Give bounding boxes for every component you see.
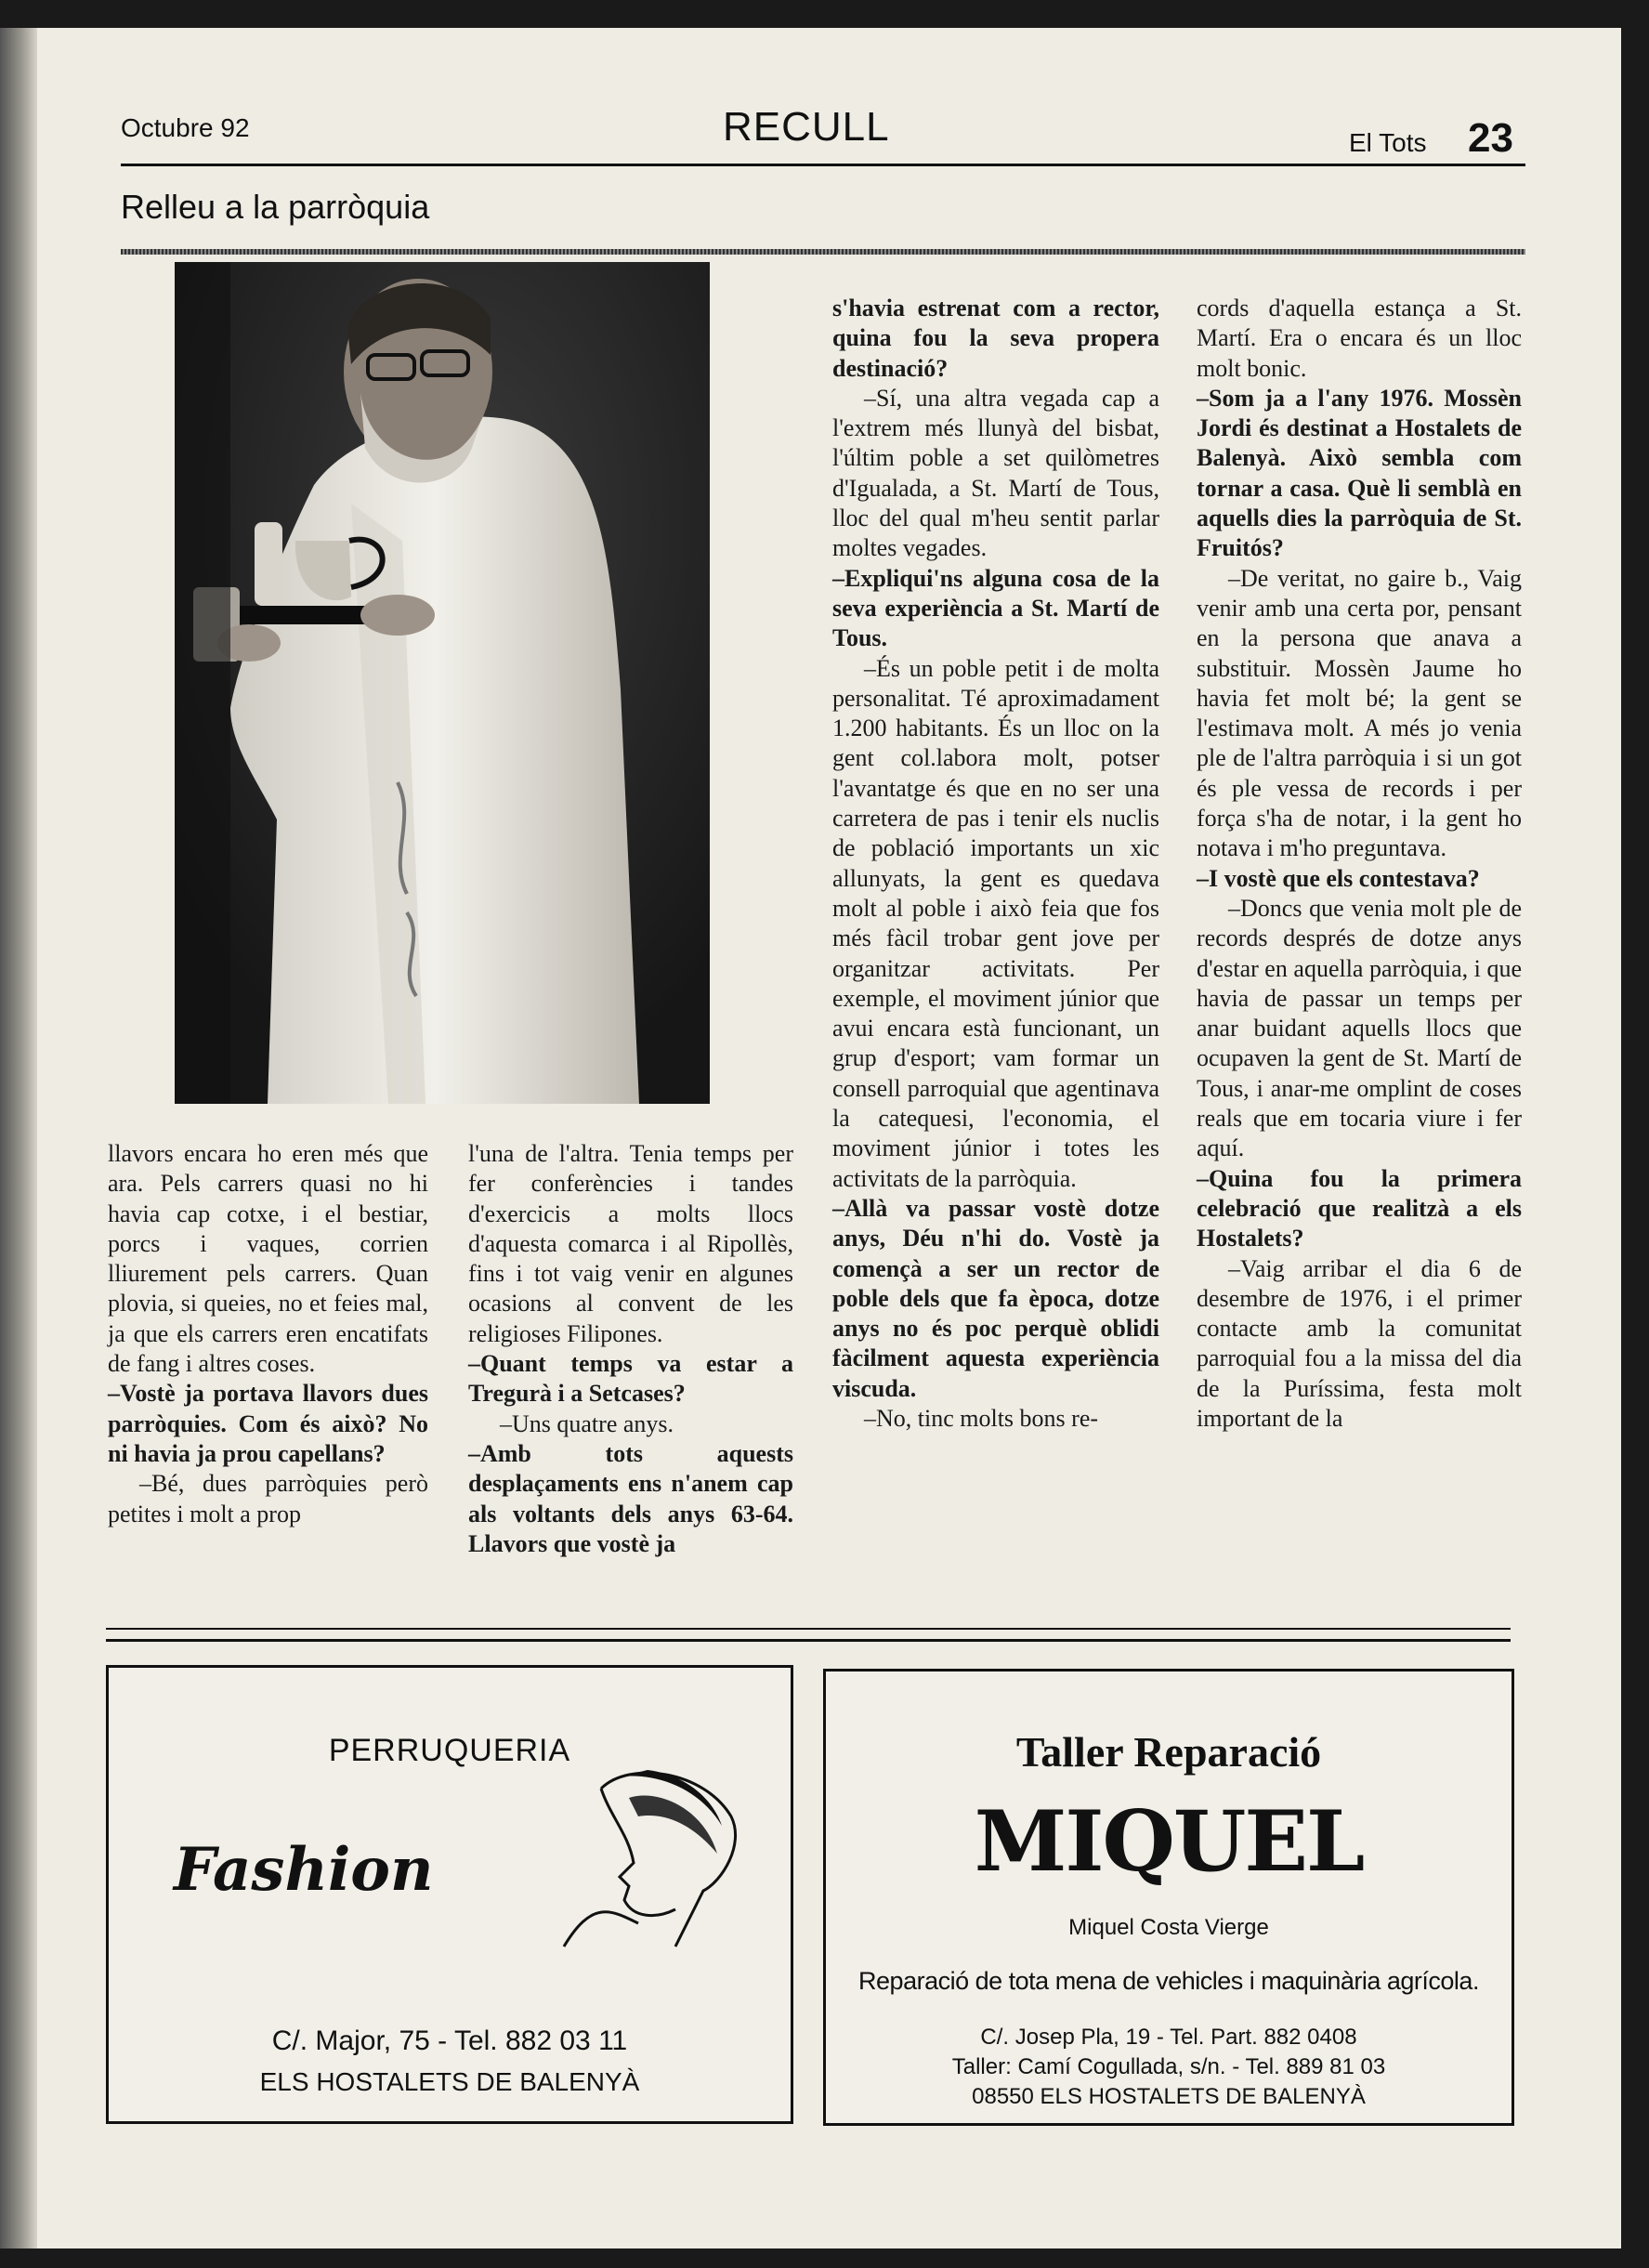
answer: –Sí, una altra vegada cap a l'extrem més llunyà del bisbat, l'últim poble a set quilòmetres d'Igualada, a St. Martí de Tous, lloc del qual m'heu sentit parlar moltes vegades. bbox=[832, 384, 1159, 562]
ad-owner: Miquel Costa Vierge bbox=[1068, 1915, 1269, 1940]
section-title: RECULL bbox=[723, 104, 890, 150]
text-column-1 bbox=[108, 1139, 428, 1529]
ad-perruqueria-fashion bbox=[106, 1665, 793, 2124]
ad-brand: Fashion bbox=[174, 1835, 434, 1905]
header-rule bbox=[121, 164, 1525, 166]
priest-photo bbox=[175, 262, 710, 1104]
paragraph: llavors encara ho eren més que ara. Pels carrers quasi no hi havia cap cotxe, i el bestiar, porcs i vaques, corrien lliurement pels carrers. Quan plovia, si queies, no et feies mal, ja que els carrers eren encatifats de fang i altres coses. bbox=[108, 1140, 428, 1378]
paragraph: l'una de l'altra. Tenia temps per fer conferències i tandes d'exercicis a molts llocs d'aquesta comarca i al Ripollès, fins i tot vaig venir en algunes ocasions al convent de les religioses Filipones. bbox=[468, 1140, 793, 1347]
paragraph: cords d'aquella estança a St. Martí. Era o encara és un lloc molt bonic. bbox=[1197, 295, 1522, 382]
answer: –No, tinc molts bons re- bbox=[864, 1404, 1099, 1432]
question: –Quina fou la primera celebració que realitzà a els Hostalets? bbox=[1197, 1164, 1522, 1252]
ad-heading: Taller Reparació bbox=[1015, 1728, 1322, 1776]
question: –Expliqui'ns alguna cosa de la seva experiència a St. Martí de Tous. bbox=[832, 564, 1159, 652]
text-column-4 bbox=[1197, 294, 1522, 1434]
question: –Vostè ja portava llavors dues parròquies. Com és això? No ni havia ja prou capellans? bbox=[108, 1380, 428, 1467]
ad-town: ELS HOSTALETS DE BALENYÀ bbox=[259, 2067, 640, 2096]
ad-address: C/. Major, 75 - Tel. 882 03 11 bbox=[271, 2025, 628, 2056]
ad-town: 08550 ELS HOSTALETS DE BALENYÀ bbox=[972, 2084, 1366, 2109]
ads-separator-bottom bbox=[106, 1639, 1511, 1642]
text-column-2 bbox=[468, 1139, 793, 1559]
answer: –Doncs que venia molt ple de records després de dotze anys d'estar en aquella parròquia, i que havia de passar un temps per anar buidant aquells llocs que ocupaven la gent de St. Martí de Tous, i anar-me omplint de coses reals que em tocaria viure i fer aquí. bbox=[1197, 894, 1522, 1162]
woman-silhouette-icon bbox=[545, 1761, 759, 1965]
title-rule bbox=[121, 249, 1525, 255]
answer: –De veritat, no gaire b., Vaig venir amb una certa por, pensant en la persona que anava a substituir. Mossèn Jaume ho havia fet molt bé; la gent se l'estimava molt. A més jo venia ple de l'altra parròquia i si un got és ple vessa de records i per força s'ha de notar, i la gent ho notava i m'ho preguntava. bbox=[1197, 564, 1522, 862]
ads-separator-top bbox=[106, 1628, 1511, 1630]
question: –Amb tots aquests desplaçaments ens n'anem cap als voltants dels anys 63-64. Llavors que vostè ja bbox=[468, 1439, 793, 1557]
text-column-3 bbox=[832, 294, 1159, 1434]
ad-heading: PERRUQUERIA bbox=[328, 1733, 571, 1768]
publication-name: El Tots bbox=[1349, 128, 1427, 157]
answer: –Vaig arribar el dia 6 de desembre de 1976, i el primer contacte amb la comunitat parroquial fou a la missa del dia de la Puríssima, festa molt important de la bbox=[1197, 1254, 1522, 1432]
answer: –Uns quatre anys. bbox=[500, 1409, 674, 1437]
page-spine bbox=[0, 28, 37, 2248]
ad-address: C/. Josep Pla, 19 - Tel. Part. 882 0408 bbox=[980, 2025, 1357, 2050]
answer: –Bé, dues parròquies però petites i molt a prop bbox=[108, 1470, 428, 1527]
question: –Allà va passar vostè dotze anys, Déu n'hi do. Vostè ja començà a ser un rector de poble dels que fa època, dotze anys no és poc perquè oblidi fàcilment aquesta experiència viscuda. bbox=[832, 1194, 1159, 1402]
question: s'havia estrenat com a rector, quina fou la seva propera destinació? bbox=[832, 295, 1159, 382]
question: –Som ja a l'any 1976. Mossèn Jordi és destinat a Hostalets de Balenyà. Això sembla com tornar a casa. Què li semblà en aquells dies la parròquia de St. Fruitós? bbox=[1197, 384, 1522, 562]
article-title: Relleu a la parròquia bbox=[121, 188, 430, 226]
ad-brand: MIQUEL bbox=[974, 1792, 1364, 1891]
question: –I vostè que els contestava? bbox=[1197, 864, 1480, 892]
answer: –És un poble petit i de molta personalitat. Té aproximadament 1.200 habitants. És un lloc on la gent col.labora molt, potser l'avantatge és que en no ser una carretera de pas i tenir els nuclis de població importants un xic allunyats, la gent es quedava molt al poble i això feia que fos més fàcil trobar gent jove per organitzar activitats. Per exemple, el moviment júnior que avui encara està funcionant, un grup d'esport; vam formar un consell parroquial que agentinava la catequesi, l'economia, el moviment júnior i totes les activitats de la parròquia. bbox=[832, 654, 1159, 1192]
ad-workshop: Taller: Camí Cogullada, s/n. - Tel. 889 81 03 bbox=[951, 2054, 1386, 2079]
ad-taller-miquel bbox=[823, 1669, 1514, 2126]
page-number: 23 bbox=[1468, 115, 1513, 161]
issue-date: Octubre 92 bbox=[121, 113, 250, 142]
question: –Quant temps va estar a Tregurà i a Setcases? bbox=[468, 1350, 793, 1408]
ad-service: Reparació de tota mena de vehicles i maquinària agrícola. bbox=[858, 1967, 1479, 1995]
